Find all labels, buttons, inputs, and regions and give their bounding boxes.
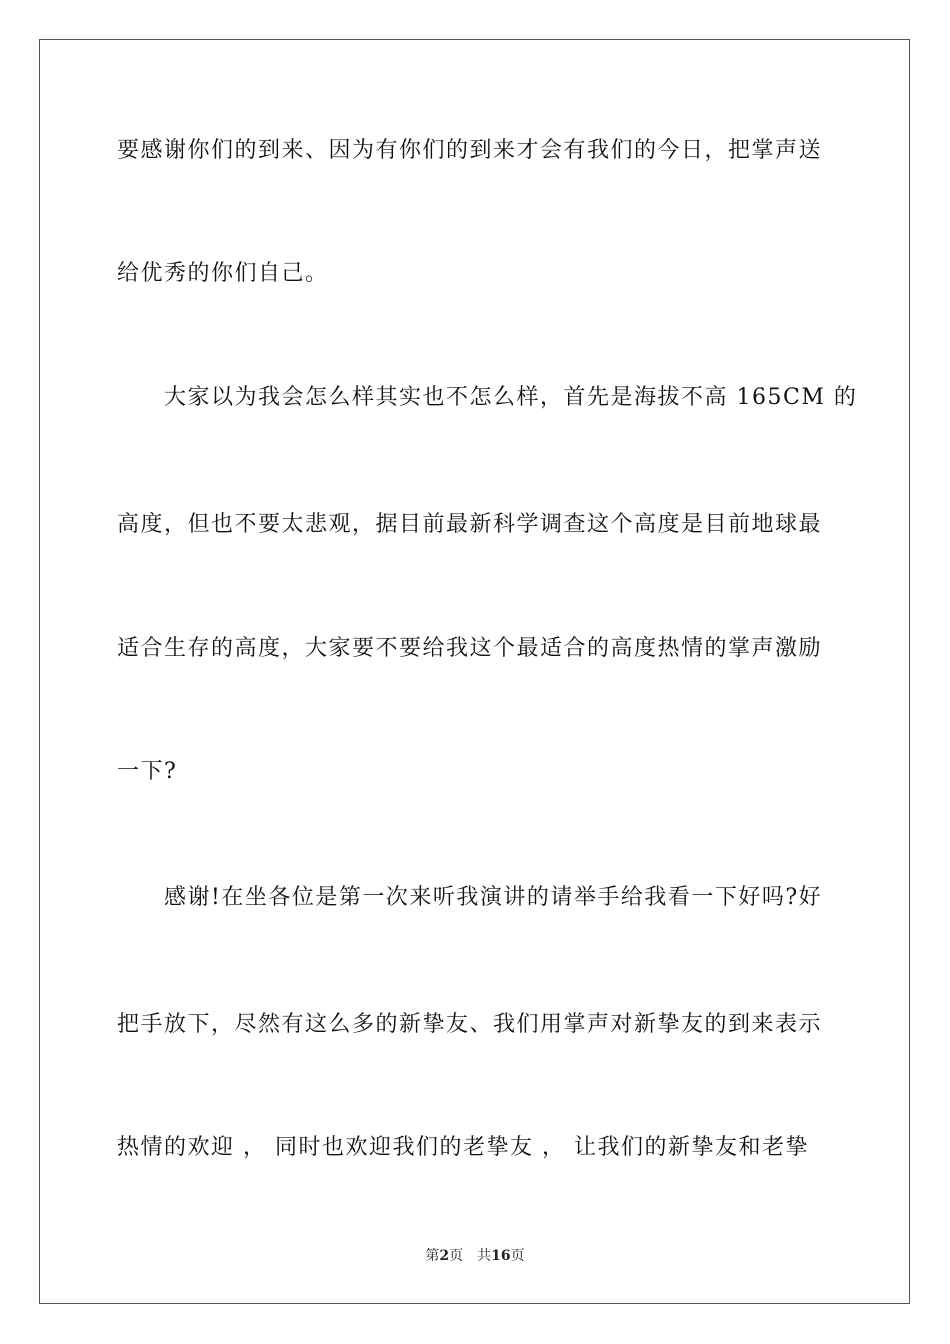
footer-page-suffix: 页 bbox=[449, 1248, 464, 1264]
text-line-2: 给优秀的你们自己。 bbox=[117, 261, 329, 286]
footer-page-prefix: 第 bbox=[425, 1248, 440, 1264]
text-line-7: 感谢!在坐各位是第一次来听我演讲的请举手给我看一下好吗?好 bbox=[117, 885, 823, 910]
footer-total-suffix: 页 bbox=[510, 1248, 525, 1264]
footer-total-pages: 16 bbox=[491, 1248, 511, 1264]
text-line-1: 要感谢你们的到来、因为有你们的到来才会有我们的今日，把掌声送 bbox=[117, 138, 823, 163]
text-line-5: 适合生存的高度，大家要不要给我这个最适合的高度热情的掌声激励 bbox=[117, 636, 823, 661]
text-line-6: 一下? bbox=[117, 759, 178, 784]
footer-total-prefix: 共 bbox=[477, 1248, 492, 1264]
page-border bbox=[39, 39, 910, 1304]
page-footer bbox=[0, 1247, 950, 1265]
text-line-3: 大家以为我会怎么样其实也不怎么样，首先是海拔不高 165CM 的 bbox=[117, 385, 858, 410]
text-line-8: 把手放下，尽然有这么多的新挚友、我们用掌声对新挚友的到来表示 bbox=[117, 1012, 823, 1037]
text-line-4: 高度，但也不要太悲观，据目前最新科学调查这个高度是目前地球最 bbox=[117, 512, 823, 537]
footer-page-number: 2 bbox=[439, 1248, 450, 1264]
text-line-9: 热情的欢迎 ， 同时也欢迎我们的老挚友 ， 让我们的新挚友和老挚 bbox=[117, 1135, 809, 1160]
